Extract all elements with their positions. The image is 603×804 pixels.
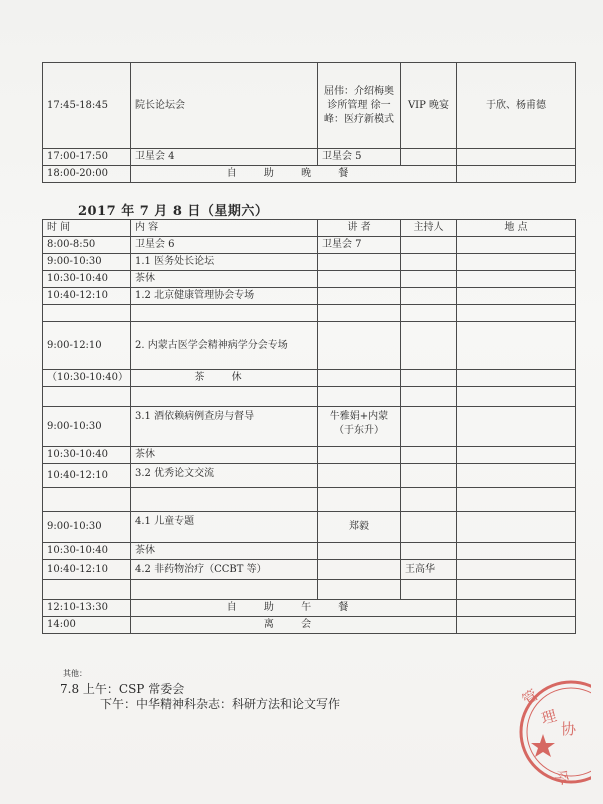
cell-speaker (318, 370, 401, 387)
table-row (43, 149, 576, 166)
table-row (43, 166, 576, 183)
cell-content (131, 387, 318, 407)
table-row (43, 600, 576, 617)
other-note-morning: 7.8 上午：CSP 常委会 (60, 682, 185, 696)
cell-content (131, 580, 318, 600)
schedule-table-previous-day (42, 62, 576, 183)
cell-content: 茶休 (131, 271, 318, 288)
cell-host: VIP 晚宴 (401, 63, 457, 149)
cell-location (457, 600, 576, 617)
cell-location (457, 254, 576, 271)
cell-location (457, 322, 576, 370)
cell-time: 9:00-10:30 (43, 407, 131, 447)
cell-location (457, 464, 576, 488)
cell-location (457, 488, 576, 512)
cell-content: 茶休 (131, 543, 318, 560)
header-speaker: 讲 者 (318, 220, 401, 237)
table-row (43, 370, 576, 387)
cell-merged: 离 会 (131, 617, 457, 634)
cell-host (401, 447, 457, 464)
table-row (43, 617, 576, 634)
red-seal-stamp (513, 672, 591, 792)
cell-speaker (318, 271, 401, 288)
cell-location (457, 407, 576, 447)
other-note-afternoon: 下午：中华精神科杂志：科研方法和论文写作 (100, 697, 341, 711)
cell-content: 茶休 (131, 447, 318, 464)
cell-time: 14:00 (43, 617, 131, 634)
cell-speaker (318, 488, 401, 512)
cell-location (457, 271, 576, 288)
cell-speaker (318, 447, 401, 464)
cell-time: 12:10-13:30 (43, 600, 131, 617)
cell-speaker (318, 543, 401, 560)
cell-host (401, 322, 457, 370)
cell-speaker (318, 254, 401, 271)
table-row (43, 407, 576, 447)
cell-time: 9:00-10:30 (43, 254, 131, 271)
cell-speaker (318, 305, 401, 322)
cell-host (401, 387, 457, 407)
schedule-table-day2 (42, 219, 576, 634)
cell-content (131, 305, 318, 322)
cell-time: 9:00-10:30 (43, 512, 131, 543)
cell-host (401, 271, 457, 288)
cell-time: 10:30-10:40 (43, 271, 131, 288)
cell-host: 王高华 (401, 560, 457, 580)
table-row (43, 254, 576, 271)
cell-speaker (318, 580, 401, 600)
cell-location (457, 237, 576, 254)
cell-host (401, 305, 457, 322)
svg-text:管: 管 (518, 685, 542, 710)
cell-host (401, 254, 457, 271)
table-row (43, 387, 576, 407)
svg-text:协: 协 (561, 720, 577, 738)
table-row (43, 322, 576, 370)
cell-time: 10:30-10:40 (43, 447, 131, 464)
header-location: 地 点 (457, 220, 576, 237)
cell-time: 9:00-12:10 (43, 322, 131, 370)
cell-content: 2. 内蒙古医学会精神病学分会专场 (131, 322, 318, 370)
cell-location (457, 166, 576, 183)
cell-speaker (318, 322, 401, 370)
cell-time: （10:30-10:40） (43, 370, 131, 387)
cell-content (131, 488, 318, 512)
cell-location (457, 387, 576, 407)
cell-content: 1.2 北京健康管理协会专场 (131, 288, 318, 305)
table-row (43, 543, 576, 560)
cell-time: 18:00-20:00 (43, 166, 131, 183)
cell-time: 10:30-10:40 (43, 543, 131, 560)
cell-location (457, 512, 576, 543)
table-row (43, 288, 576, 305)
header-time: 时 间 (43, 220, 131, 237)
cell-host (401, 488, 457, 512)
table-row (43, 305, 576, 322)
cell-time (43, 387, 131, 407)
cell-location (457, 305, 576, 322)
cell-location (457, 288, 576, 305)
table-row (43, 560, 576, 580)
table-row (43, 512, 576, 543)
cell-time: 17:00-17:50 (43, 149, 131, 166)
table-row (43, 237, 576, 254)
cell-time (43, 305, 131, 322)
cell-speaker (318, 288, 401, 305)
cell-content: 卫星会 6 (131, 237, 318, 254)
cell-content: 卫星会 4 (131, 149, 318, 166)
table-row (43, 447, 576, 464)
table-row (43, 464, 576, 488)
cell-time: 10:40-12:10 (43, 464, 131, 488)
cell-speaker: 卫星会 7 (318, 237, 401, 254)
cell-speaker (318, 560, 401, 580)
table-row (43, 271, 576, 288)
cell-location (457, 617, 576, 634)
cell-location (457, 447, 576, 464)
svg-text:理: 理 (539, 706, 559, 728)
table-row (43, 488, 576, 512)
cell-location (457, 370, 576, 387)
table-row (43, 580, 576, 600)
cell-speaker (318, 464, 401, 488)
cell-location (457, 560, 576, 580)
table-row (43, 63, 576, 149)
cell-host (401, 407, 457, 447)
cell-speaker: 卫星会 5 (318, 149, 401, 166)
cell-time: 8:00-8:50 (43, 237, 131, 254)
cell-content: 1.1 医务处长论坛 (131, 254, 318, 271)
cell-content: 4.1 儿童专题 (131, 512, 318, 543)
header-row (43, 220, 576, 237)
date-heading: 2017 年 7 月 8 日（星期六） (78, 204, 269, 219)
other-label: 其他： (63, 669, 87, 678)
cell-host (401, 370, 457, 387)
cell-time (43, 488, 131, 512)
cell-time: 17:45-18:45 (43, 63, 131, 149)
cell-time (43, 580, 131, 600)
cell-merged: 自 助 午 餐 (131, 600, 457, 617)
cell-speaker: 牛雅娟+内蒙（于东升） (318, 407, 401, 447)
cell-content: 茶 休 (131, 370, 318, 387)
header-host: 主持人 (401, 220, 457, 237)
cell-merged: 自 助 晚 餐 (131, 166, 457, 183)
header-content: 内 容 (131, 220, 318, 237)
cell-location (457, 149, 576, 166)
cell-speaker: 郑毅 (318, 512, 401, 543)
cell-host (401, 237, 457, 254)
cell-host (401, 512, 457, 543)
cell-host (401, 543, 457, 560)
cell-location (457, 543, 576, 560)
cell-content: 3.1 酒依赖病例查房与督导 (131, 407, 318, 447)
cell-content: 4.2 非药物治疗（CCBT 等） (131, 560, 318, 580)
cell-location (457, 580, 576, 600)
cell-host (401, 149, 457, 166)
seal-icon (513, 672, 591, 792)
cell-host (401, 464, 457, 488)
cell-speaker: 屈伟：介绍梅奥诊所管理 徐一峰：医疗新模式 (318, 63, 401, 149)
cell-content: 3.2 优秀论文交流 (131, 464, 318, 488)
cell-time: 10:40-12:10 (43, 560, 131, 580)
cell-speaker (318, 387, 401, 407)
svg-text:会: 会 (550, 765, 574, 789)
cell-host (401, 288, 457, 305)
cell-location: 于欣、杨甫德 (457, 63, 576, 149)
cell-content: 院长论坛会 (131, 63, 318, 149)
cell-host (401, 580, 457, 600)
cell-time: 10:40-12:10 (43, 288, 131, 305)
